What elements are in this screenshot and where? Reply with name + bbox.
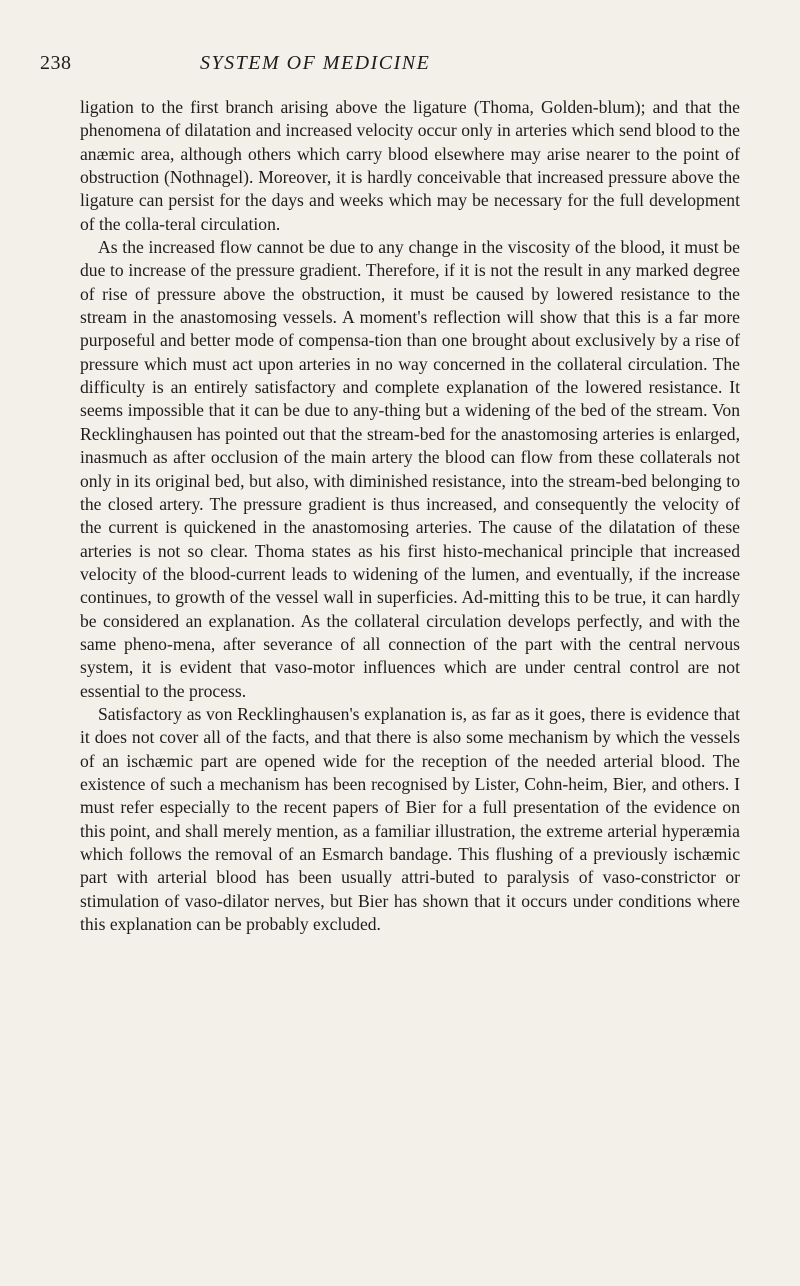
page-number: 238 [40,52,72,74]
running-title: SYSTEM OF MEDICINE [200,52,431,74]
paragraph-2: As the increased flow cannot be due to any change in the viscosity of the blood, it must be due to increase of the pressure gradient. Therefore, if it is not the result in any marked degree of rise of pressure above the obstruction, it must be caused by lowered resistance to the stream in the anastomosing vessels. A moment's reflection will show that this is a far more purposeful and better mode of compensa-tion than one brought about exclusively by a rise of pressure which must act upon arteries in no way concerned in the collateral circulation. The difficulty is an entirely satisfactory and complete explanation of the lowered resistance. It seems impossible that it can be due to any-thing but a widening of the bed of the stream. Von Recklinghausen has pointed out that the stream-bed for the anastomosing arteries is enlarged, inasmuch as after occlusion of the main artery the blood can flow from these collaterals not only in its original bed, but also, with diminished resistance, into the stream-bed belonging to the closed artery. The pressure gradient is thus increased, and consequently the velocity of the current is quickened in the anastomosing arteries. The cause of the dilatation of these arteries is not so clear. Thoma states as his first histo-mechanical principle that increased velocity of the blood-current leads to widening of the lumen, and eventually, if the increase continues, to growth of the vessel wall in superficies. Ad-mitting this to be true, it can hardly be considered an explanation. As the collateral circulation develops perfectly, and with the same pheno-mena, after severance of all connection of the part with the central nervous system, it is evident that vaso-motor influences which are under central control are not essential to the process. [80,237,740,701]
body-text [80,96,740,936]
paragraph-3: Satisfactory as von Recklinghausen's explanation is, as far as it goes, there is evidence that it does not cover all of the facts, and that there is also some mechanism by which the vessels of an ischæmic part are opened wide for the reception of the needed arterial blood. The existence of such a mechanism has been recognised by Lister, Cohn-heim, Bier, and others. I must refer especially to the recent papers of Bier for a full presentation of the evidence on this point, and shall merely mention, as a familiar illustration, the extreme arterial hyperæmia which follows the removal of an Esmarch bandage. This flushing of a previously ischæmic part with arterial blood has been usually attri-buted to paralysis of vaso-constrictor or stimulation of vaso-dilator nerves, but Bier has shown that it occurs under conditions where this explanation can be probably excluded. [80,703,740,935]
page-header [40,52,760,82]
paragraph-1: ligation to the first branch arising above the ligature (Thoma, Golden-blum); and that the phenomena of dilatation and increased velocity occur only in arteries which send blood to the anæmic area, although others which carry blood elsewhere may arise nearer to the point of obstruction (Nothnagel). Moreover, it is hardly conceivable that increased pressure above the ligature can persist for the days and weeks which may be necessary for the full development of the colla-teral circulation. [80,97,740,234]
